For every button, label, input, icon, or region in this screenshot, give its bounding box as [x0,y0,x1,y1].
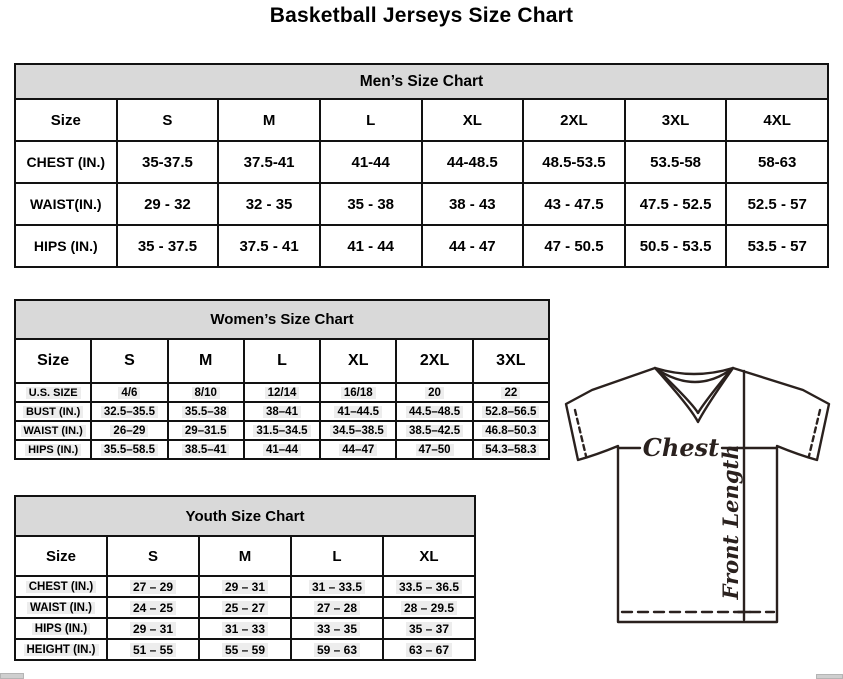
youth-value-text: 31 – 33.5 [309,580,365,594]
womens-value-text: 20 [425,387,444,399]
front-length-label: Front Length [718,444,743,600]
womens-value-cell [244,402,320,421]
womens-value-text: 12/14 [265,387,300,399]
youth-value-cell [199,618,291,639]
mens-value-cell: 47.5 - 52.5 [625,183,727,225]
mens-table-row [15,141,828,183]
womens-value-cell [91,402,167,421]
youth-value-text: 29 – 31 [222,580,268,594]
youth-row-label-text: WAIST (IN.) [27,602,95,614]
youth-table-row [15,618,475,639]
page-title: Basketball Jerseys Size Chart [269,4,574,27]
youth-value-text: 27 – 29 [130,580,176,594]
mens-value-cell: 35-37.5 [117,141,219,183]
youth-value-text: 25 – 27 [222,601,268,615]
youth-value-text: 33.5 – 36.5 [396,580,462,594]
womens-value-cell [473,440,549,459]
mens-size-header: S [117,99,219,141]
mens-size-header: 4XL [726,99,828,141]
youth-value-text: 55 – 59 [222,643,268,657]
mens-size-header: 2XL [523,99,625,141]
mens-row-label: WAIST(IN.) [15,183,117,225]
mens-value-cell: 48.5-53.5 [523,141,625,183]
youth-value-cell [383,639,475,660]
mens-value-cell: 32 - 35 [218,183,320,225]
mens-table-row [15,183,828,225]
womens-table-row [15,440,549,459]
youth-value-text: 27 – 28 [314,601,360,615]
youth-row-label-text: HIPS (IN.) [32,623,90,635]
womens-value-text: 29–31.5 [182,425,230,437]
womens-value-cell [91,440,167,459]
mens-value-cell: 35 - 38 [320,183,422,225]
womens-row-label [15,383,91,402]
mens-value-cell: 41-44 [320,141,422,183]
womens-size-header: XL [320,339,396,383]
womens-value-text: 16/18 [341,387,376,399]
horizontal-scrollbar-left-piece[interactable] [0,673,24,679]
horizontal-scrollbar-right-piece[interactable] [816,674,843,679]
mens-value-cell: 41 - 44 [320,225,422,267]
womens-value-text: 38.5–41 [182,444,230,456]
womens-value-cell [168,440,244,459]
youth-size-header: S [107,536,199,576]
mens-table-title: Men’s Size Chart [15,64,828,99]
womens-row-label-text: BUST (IN.) [23,406,83,418]
womens-value-text: 35.5–58.5 [101,444,158,456]
womens-value-cell [473,383,549,402]
youth-value-text: 33 – 35 [314,622,360,636]
womens-value-text: 41–44.5 [334,406,382,418]
mens-value-cell: 44 - 47 [422,225,524,267]
youth-value-text: 51 – 55 [130,643,176,657]
youth-value-cell [199,597,291,618]
youth-value-text: 28 – 29.5 [401,601,457,615]
womens-value-text: 35.5–38 [182,406,230,418]
youth-value-text: 29 – 31 [130,622,176,636]
womens-value-text: 47–50 [416,444,454,456]
youth-size-chart-table [14,495,476,661]
youth-value-cell [291,597,383,618]
mens-size-header: XL [422,99,524,141]
womens-value-cell [320,383,396,402]
womens-size-header: 2XL [396,339,472,383]
womens-size-chart-table [14,299,550,460]
mens-value-cell: 52.5 - 57 [726,183,828,225]
womens-value-cell [91,421,167,440]
youth-value-cell [291,618,383,639]
mens-value-cell: 44-48.5 [422,141,524,183]
youth-row-label [15,618,107,639]
womens-value-cell [320,421,396,440]
mens-size-header: 3XL [625,99,727,141]
womens-table [14,299,550,460]
youth-value-cell [107,576,199,597]
youth-value-cell [199,576,291,597]
mens-row-label: CHEST (IN.) [15,141,117,183]
mens-value-cell: 53.5-58 [625,141,727,183]
youth-value-text: 31 – 33 [222,622,268,636]
womens-value-cell [473,402,549,421]
mens-table [14,63,829,268]
womens-value-cell [396,421,472,440]
youth-table-title: Youth Size Chart [15,496,475,536]
womens-value-text: 26–29 [110,425,148,437]
womens-value-cell [244,421,320,440]
mens-value-cell: 38 - 43 [422,183,524,225]
mens-size-header: M [218,99,320,141]
womens-row-label [15,440,91,459]
womens-value-cell [320,440,396,459]
womens-value-cell [168,421,244,440]
mens-value-cell: 53.5 - 57 [726,225,828,267]
womens-value-text: 4/6 [118,387,140,399]
womens-table-row [15,383,549,402]
youth-table-row [15,576,475,597]
youth-value-cell [107,639,199,660]
youth-row-label-text: CHEST (IN.) [26,581,97,593]
womens-value-cell [168,402,244,421]
mens-value-cell: 43 - 47.5 [523,183,625,225]
womens-value-cell [244,383,320,402]
womens-value-cell [473,421,549,440]
mens-value-cell: 47 - 50.5 [523,225,625,267]
mens-value-cell: 37.5 - 41 [218,225,320,267]
youth-table-row [15,639,475,660]
youth-value-text: 63 – 67 [406,643,452,657]
mens-row-label: HIPS (IN.) [15,225,117,267]
womens-row-label [15,402,91,421]
youth-value-text: 24 – 25 [130,601,176,615]
youth-value-cell [107,618,199,639]
mens-value-cell: 37.5-41 [218,141,320,183]
jersey-outline [566,368,829,622]
womens-value-text: 52.8–56.5 [482,406,539,418]
mens-value-cell: 50.5 - 53.5 [625,225,727,267]
youth-value-cell [199,639,291,660]
youth-size-header: M [199,536,291,576]
youth-table [14,495,476,661]
mens-table-row [15,225,828,267]
womens-value-text: 32.5–35.5 [101,406,158,418]
womens-value-cell [244,440,320,459]
youth-value-cell [383,597,475,618]
womens-value-cell [168,383,244,402]
youth-size-header: L [291,536,383,576]
womens-row-label-text: U.S. SIZE [26,387,81,399]
womens-size-header: S [91,339,167,383]
womens-table-row [15,402,549,421]
womens-size-header: L [244,339,320,383]
womens-value-text: 38.5–42.5 [406,425,463,437]
youth-row-label-text: HEIGHT (IN.) [24,644,99,656]
mens-value-cell: 29 - 32 [117,183,219,225]
youth-value-cell [291,576,383,597]
youth-value-cell [383,576,475,597]
womens-size-header: M [168,339,244,383]
womens-value-cell [396,440,472,459]
youth-value-cell [383,618,475,639]
youth-value-cell [107,597,199,618]
womens-value-cell [396,402,472,421]
womens-value-text: 38–41 [263,406,301,418]
chest-label: Chest [642,433,720,462]
womens-value-text: 54.3–58.3 [482,444,539,456]
womens-value-cell [91,383,167,402]
youth-value-text: 59 – 63 [314,643,360,657]
youth-size-header: XL [383,536,475,576]
womens-value-text: 41–44 [263,444,301,456]
womens-row-label [15,421,91,440]
womens-value-text: 44.5–48.5 [406,406,463,418]
mens-col-header-size: Size [15,99,117,141]
youth-row-label [15,597,107,618]
youth-table-row [15,597,475,618]
womens-value-text: 8/10 [192,387,220,399]
mens-size-header: L [320,99,422,141]
womens-value-text: 44–47 [339,444,377,456]
womens-value-text: 22 [501,387,520,399]
womens-table-title: Women’s Size Chart [15,300,549,339]
womens-row-label-text: HIPS (IN.) [25,444,81,456]
youth-value-cell [291,639,383,660]
womens-value-text: 31.5–34.5 [253,425,310,437]
jersey-measurement-diagram [556,356,843,646]
youth-col-header-size: Size [15,536,107,576]
womens-size-header: 3XL [473,339,549,383]
womens-value-text: 34.5–38.5 [330,425,387,437]
mens-value-cell: 58-63 [726,141,828,183]
womens-value-cell [320,402,396,421]
womens-col-header-size: Size [15,339,91,383]
mens-size-chart-table [14,63,829,268]
youth-row-label [15,639,107,660]
youth-row-label [15,576,107,597]
womens-value-cell [396,383,472,402]
womens-table-row [15,421,549,440]
youth-value-text: 35 – 37 [406,622,452,636]
mens-value-cell: 35 - 37.5 [117,225,219,267]
womens-value-text: 46.8–50.3 [482,425,539,437]
womens-row-label-text: WAIST (IN.) [21,425,86,437]
